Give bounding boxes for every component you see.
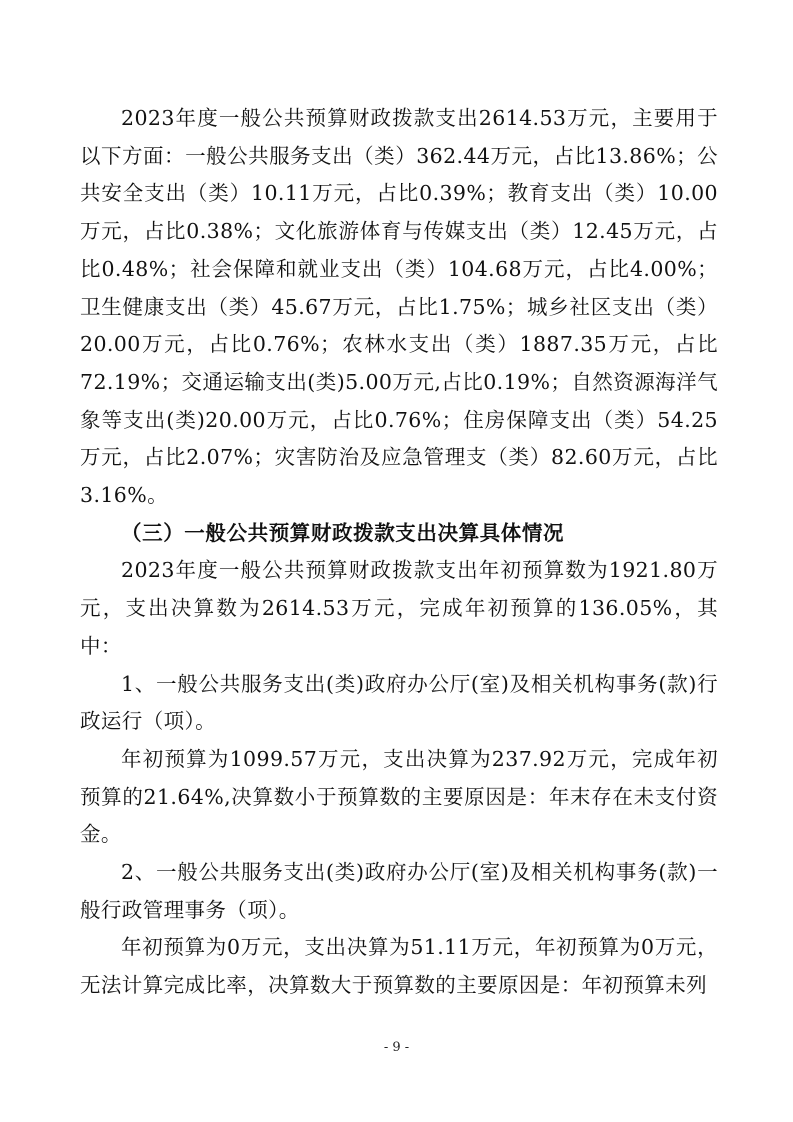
page-number: - 9 - — [383, 1040, 410, 1055]
paragraph-item-2-title: 2、一般公共服务支出(类)政府办公厅(室)及相关机构事务(款)一般行政管理事务（项）。 — [80, 860, 718, 922]
section-heading-3: （三）一般公共预算财政拨款支出决算具体情况 — [121, 520, 565, 545]
paragraph-budget-overview: 2023年度一般公共预算财政拨款支出年初预算数为1921.80万元，支出决算数为2614.53万元，完成年初预算的136.05%，其中： — [80, 558, 718, 658]
document-body — [80, 100, 718, 1005]
paragraph-item-2-detail: 年初预算为0万元，支出决算为51.11万元，年初预算为0万元，无法计算完成比率，决算数大于预算数的主要原因是：年初预算未列 — [80, 935, 718, 998]
paragraph-item-1-title: 1、一般公共服务支出(类)政府办公厅(室)及相关机构事务(款)行政运行（项）。 — [80, 671, 718, 734]
paragraph-expenditure-summary: 2023年度一般公共预算财政拨款支出2614.53万元，主要用于以下方面：一般公共服务支出（类）362.44万元，占比13.86%；公共安全支出（类）10.11万元，占比0.39%；教育支出（类）10.00万元，占比0.38%；文化旅游体育与传媒支出（类）12.45万元，占比0.48%；社会保障和就业支出（类）104.68万元，占比4.00%；卫生健康支出（类）45.67万元，占比1.75%；城乡社区支出（类）20.00万元，占比0.76%；农林水支出（类）1887.35万元，占比72.19%；交通运输支出(类)5.00万元,占比0.19%；自然资源海洋气象等支出(类)20.00万元，占比0.76%；住房保障支出（类）54.25万元，占比2.07%；灾害防治及应急管理支（类）82.60万元，占比3.16%。 — [80, 106, 718, 508]
paragraph-item-1-detail: 年初预算为1099.57万元，支出决算为237.92万元，完成年初预算的21.64%,决算数小于预算数的主要原因是：年末存在未支付资金。 — [80, 746, 718, 847]
